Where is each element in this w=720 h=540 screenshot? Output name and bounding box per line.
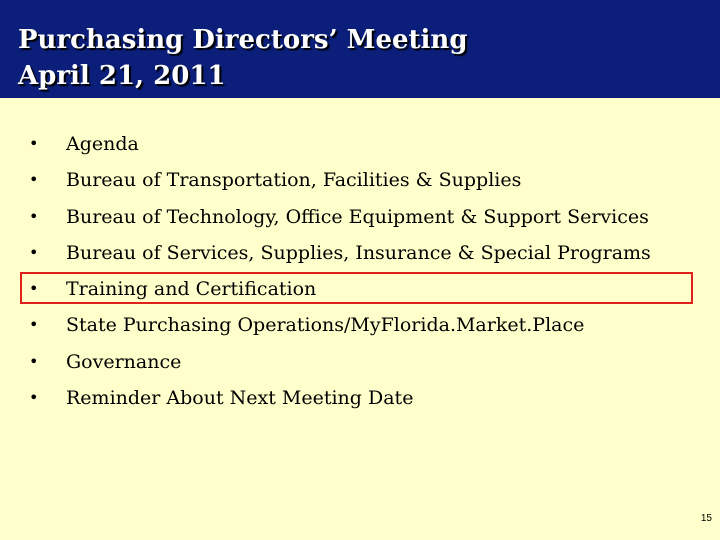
agenda-item-label: Bureau of Transportation, Facilities & Supplies (66, 169, 522, 192)
agenda-item-training (0, 271, 720, 307)
agenda-item-agenda (0, 126, 720, 162)
bullet-icon: • (29, 315, 39, 335)
agenda-item-transportation (0, 162, 720, 198)
bullet-icon: • (29, 351, 39, 371)
bullet-icon: • (29, 206, 39, 226)
agenda-item-label: Agenda (66, 133, 139, 155)
agenda-item-services (0, 235, 720, 271)
bullet-icon: • (29, 242, 39, 262)
slide-title: Purchasing Directors’ Meeting (18, 25, 468, 55)
bullet-icon: • (29, 388, 39, 408)
agenda-item-state-purchasing (0, 307, 720, 343)
agenda-item-next-meeting (0, 380, 720, 416)
agenda-item-label: Bureau of Services, Supplies, Insurance & Special Programs (66, 241, 651, 264)
slide-date: April 21, 2011 (18, 61, 226, 91)
bullet-icon: • (29, 170, 39, 190)
bullet-icon: • (29, 279, 39, 299)
page-number: 15 (700, 513, 712, 524)
agenda-item-technology (0, 199, 720, 235)
agenda-item-governance (0, 344, 720, 380)
agenda-item-label: Governance (66, 350, 182, 373)
agenda-item-label: Bureau of Technology, Office Equipment & Support Services (66, 205, 649, 228)
agenda-item-label: Training and Certification (66, 278, 317, 301)
agenda-list (0, 126, 720, 416)
agenda-item-label: Reminder About Next Meeting Date (66, 387, 414, 410)
agenda-item-label: State Purchasing Operations/MyFlorida.Market.Place (66, 314, 585, 337)
bullet-icon: • (29, 134, 39, 153)
title-banner (0, 0, 720, 98)
